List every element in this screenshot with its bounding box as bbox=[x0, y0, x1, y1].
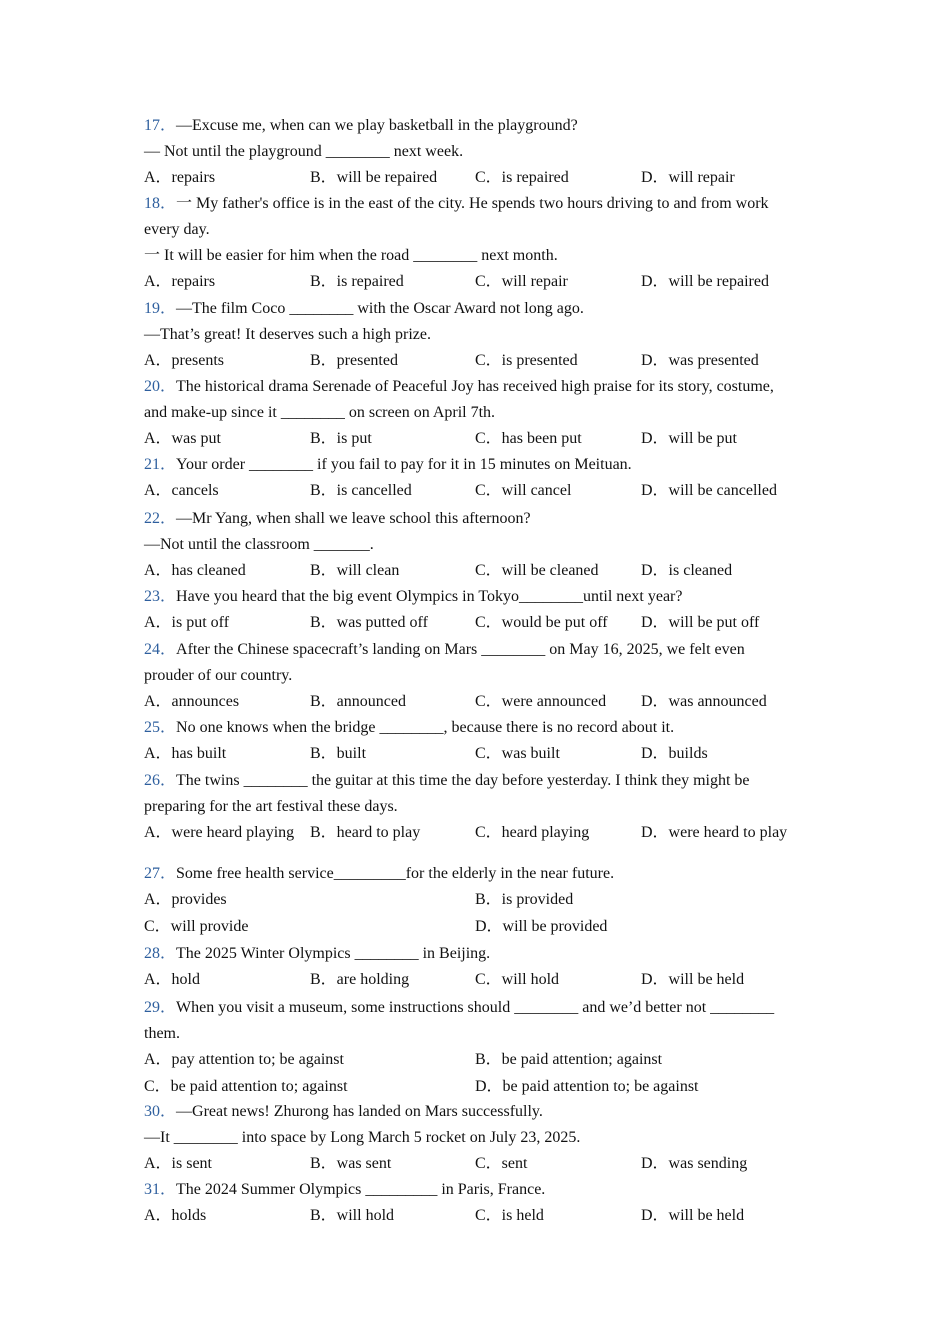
question-stem-line: —Not until the classroom _______. bbox=[144, 536, 374, 553]
question-20 bbox=[144, 374, 809, 453]
options-row bbox=[144, 348, 809, 375]
answer-option: A．holds bbox=[144, 1207, 207, 1224]
answer-option: B．is repaired bbox=[310, 273, 404, 290]
question-text: 一 My father's office is in the east of the city. He spends two hours driving to and from work bbox=[176, 195, 769, 212]
question-18 bbox=[144, 191, 809, 296]
answer-option: C．will repair bbox=[475, 273, 568, 290]
question-text: After the Chinese spacecraft’s landing on Mars ________ on May 16, 2025, we felt even bbox=[176, 641, 745, 658]
answer-option: D．were heard to play bbox=[641, 824, 788, 841]
answer-option: A．announces bbox=[144, 693, 240, 710]
question-stem-line: —That’s great! It deserves such a high prize. bbox=[144, 326, 432, 343]
answer-option: D．was announced bbox=[641, 693, 767, 710]
question-number: 23． bbox=[144, 588, 177, 605]
question-stem-line: 一 It will be easier for him when the road ________ next month. bbox=[144, 247, 558, 264]
answer-option: C．sent bbox=[475, 1155, 528, 1172]
answer-option: C．has been put bbox=[475, 430, 582, 447]
answer-option: A．cancels bbox=[144, 482, 219, 499]
options-row bbox=[144, 1047, 809, 1074]
question-text: The twins ________ the guitar at this time the day before yesterday. I think they might be bbox=[176, 772, 750, 789]
answer-option: D．will be held bbox=[641, 971, 745, 988]
answer-option: D．be paid attention to; be against bbox=[475, 1078, 699, 1095]
answer-option: A．was put bbox=[144, 430, 221, 447]
question-29 bbox=[144, 995, 809, 1101]
answer-option: A．hold bbox=[144, 971, 201, 988]
options-row bbox=[144, 165, 809, 192]
answer-option: B．will hold bbox=[310, 1207, 395, 1224]
answer-option: B．presented bbox=[310, 352, 398, 369]
question-text: —The film Coco ________ with the Oscar Award not long ago. bbox=[176, 300, 584, 317]
answer-option: A．repairs bbox=[144, 273, 216, 290]
options-row bbox=[144, 967, 809, 994]
question-stem-line: and make-up since it ________ on screen on April 7th. bbox=[144, 404, 496, 421]
answer-option: D．builds bbox=[641, 745, 708, 762]
question-stem-line bbox=[144, 995, 809, 1021]
options-row bbox=[144, 820, 809, 847]
answer-option: B．is provided bbox=[475, 891, 574, 908]
answer-option: A．were heard playing bbox=[144, 824, 295, 841]
answer-option: A．is sent bbox=[144, 1155, 213, 1172]
question-19 bbox=[144, 296, 809, 375]
question-text: When you visit a museum, some instructions should ________ and we’d better not ________ bbox=[176, 999, 775, 1016]
options-row bbox=[144, 741, 809, 768]
question-text: No one knows when the bridge ________, because there is no record about it. bbox=[176, 719, 675, 736]
answer-option: D．will repair bbox=[641, 169, 735, 186]
question-number: 26． bbox=[144, 772, 177, 789]
answer-option: C．would be put off bbox=[475, 614, 608, 631]
answer-option: A．provides bbox=[144, 891, 227, 908]
question-text: —Excuse me, when can we play basketball in the playground? bbox=[176, 117, 578, 134]
question-text: Your order ________ if you fail to pay for it in 15 minutes on Meituan. bbox=[176, 456, 632, 473]
answer-option: B．is cancelled bbox=[310, 482, 412, 499]
options-row bbox=[144, 914, 809, 941]
options-row bbox=[144, 478, 809, 505]
question-stem-line bbox=[144, 1177, 809, 1203]
question-number: 31． bbox=[144, 1181, 177, 1198]
question-number: 29． bbox=[144, 999, 177, 1016]
answer-option: D．will be held bbox=[641, 1207, 745, 1224]
question-stem-line: —It ________ into space by Long March 5 rocket on July 23, 2025. bbox=[144, 1129, 581, 1146]
question-28 bbox=[144, 941, 809, 994]
answer-option: A．is put off bbox=[144, 614, 230, 631]
answer-option: A．has built bbox=[144, 745, 227, 762]
answer-option: C．will hold bbox=[475, 971, 560, 988]
question-text: —Mr Yang, when shall we leave school this afternoon? bbox=[176, 510, 531, 527]
question-23 bbox=[144, 584, 809, 637]
answer-option: B．was sent bbox=[310, 1155, 392, 1172]
question-number: 28． bbox=[144, 945, 177, 962]
question-stem-line bbox=[144, 941, 809, 967]
options-row bbox=[144, 1151, 809, 1178]
question-number: 25． bbox=[144, 719, 177, 736]
question-25 bbox=[144, 715, 809, 768]
answer-option: C．will cancel bbox=[475, 482, 572, 499]
answer-option: D．will be provided bbox=[475, 918, 608, 935]
answer-option: C．is repaired bbox=[475, 169, 569, 186]
question-stem-line bbox=[144, 584, 809, 610]
answer-option: C．will be cleaned bbox=[475, 562, 599, 579]
question-stem-line: every day. bbox=[144, 221, 210, 238]
question-26 bbox=[144, 768, 809, 847]
question-stem-line: — Not until the playground ________ next week. bbox=[144, 143, 464, 160]
question-27 bbox=[144, 861, 809, 941]
answer-option: B．was putted off bbox=[310, 614, 428, 631]
answer-option: B．heard to play bbox=[310, 824, 421, 841]
options-row bbox=[144, 689, 809, 716]
options-row bbox=[144, 426, 809, 453]
question-text: —Great news! Zhurong has landed on Mars successfully. bbox=[176, 1103, 543, 1120]
answer-option: D．will be cancelled bbox=[641, 482, 777, 499]
answer-option: A．repairs bbox=[144, 169, 216, 186]
question-text: Have you heard that the big event Olympics in Tokyo________until next year? bbox=[176, 588, 683, 605]
answer-option: A．pay attention to; be against bbox=[144, 1051, 344, 1068]
question-number: 30． bbox=[144, 1103, 177, 1120]
answer-option: A．has cleaned bbox=[144, 562, 246, 579]
question-text: The historical drama Serenade of Peaceful Joy has received high praise for its story, costume, bbox=[176, 378, 774, 395]
answer-option: D．is cleaned bbox=[641, 562, 733, 579]
question-stem-line bbox=[144, 296, 809, 322]
question-stem-line bbox=[144, 715, 809, 741]
answer-option: C．heard playing bbox=[475, 824, 590, 841]
answer-option: C．was built bbox=[475, 745, 560, 762]
answer-option: C．is presented bbox=[475, 352, 578, 369]
answer-option: B．will clean bbox=[310, 562, 400, 579]
question-stem-line bbox=[144, 452, 809, 478]
answer-option: B．built bbox=[310, 745, 367, 762]
answer-option: D．was sending bbox=[641, 1155, 748, 1172]
options-row bbox=[144, 269, 809, 296]
question-number: 24． bbox=[144, 641, 177, 658]
answer-option: B．be paid attention; against bbox=[475, 1051, 663, 1068]
question-stem-line: them. bbox=[144, 1025, 180, 1042]
question-stem-line bbox=[144, 506, 809, 532]
answer-option: B．announced bbox=[310, 693, 406, 710]
question-21 bbox=[144, 452, 809, 505]
question-stem-line bbox=[144, 113, 809, 139]
question-30 bbox=[144, 1099, 809, 1178]
options-row bbox=[144, 887, 809, 914]
options-row bbox=[144, 1074, 809, 1101]
question-number: 20． bbox=[144, 378, 177, 395]
options-row bbox=[144, 610, 809, 637]
question-number: 22． bbox=[144, 510, 177, 527]
answer-option: C．will provide bbox=[144, 918, 249, 935]
answer-option: B．are holding bbox=[310, 971, 410, 988]
answer-option: C．were announced bbox=[475, 693, 607, 710]
answer-option: C．is held bbox=[475, 1207, 544, 1224]
question-text: The 2025 Winter Olympics ________ in Beijing. bbox=[176, 945, 491, 962]
question-stem-line bbox=[144, 637, 809, 663]
question-22 bbox=[144, 506, 809, 585]
answer-option: A．presents bbox=[144, 352, 224, 369]
question-stem-line bbox=[144, 191, 809, 217]
question-stem-line bbox=[144, 768, 809, 794]
question-stem-line bbox=[144, 861, 809, 887]
answer-option: C．be paid attention to; against bbox=[144, 1078, 348, 1095]
answer-option: D．will be repaired bbox=[641, 273, 769, 290]
question-number: 21． bbox=[144, 456, 177, 473]
answer-option: D．was presented bbox=[641, 352, 759, 369]
question-text: Some free health service_________for the elderly in the near future. bbox=[176, 865, 615, 882]
question-17 bbox=[144, 113, 809, 192]
question-stem-line bbox=[144, 1099, 809, 1125]
question-number: 17． bbox=[144, 117, 177, 134]
question-number: 18． bbox=[144, 195, 177, 212]
answer-option: B．will be repaired bbox=[310, 169, 438, 186]
answer-option: D．will be put off bbox=[641, 614, 760, 631]
question-text: The 2024 Summer Olympics _________ in Paris, France. bbox=[176, 1181, 546, 1198]
question-number: 27． bbox=[144, 865, 177, 882]
question-31 bbox=[144, 1177, 809, 1230]
question-stem-line: prouder of our country. bbox=[144, 667, 293, 684]
question-stem-line: preparing for the art festival these days. bbox=[144, 798, 398, 815]
options-row bbox=[144, 558, 809, 585]
question-24 bbox=[144, 637, 809, 716]
answer-option: B．is put bbox=[310, 430, 372, 447]
answer-option: D．will be put bbox=[641, 430, 737, 447]
options-row bbox=[144, 1203, 809, 1230]
question-number: 19． bbox=[144, 300, 177, 317]
question-stem-line bbox=[144, 374, 809, 400]
